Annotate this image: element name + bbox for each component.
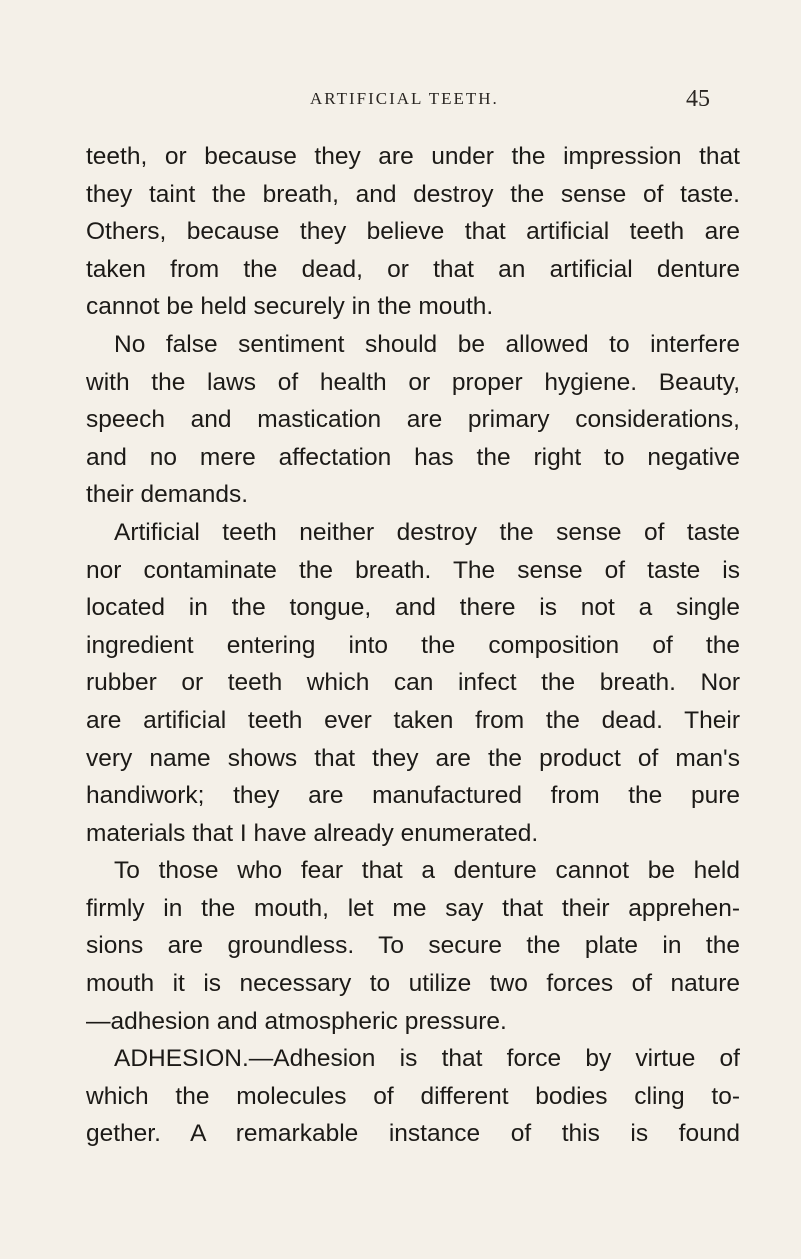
text-line: Artificial teeth neither destroy the sense of taste [114, 518, 740, 546]
text-line: are artificial teeth ever taken from the dead. Their [86, 706, 740, 734]
text-line: sions are groundless. To secure the plate in the [86, 932, 740, 960]
text-line: located in the tongue, and there is not a single [86, 594, 740, 622]
text-line: ingredient entering into the composition of the [86, 631, 740, 659]
text-line: speech and mastication are primary considerations, [86, 406, 740, 434]
text-line: and no mere affectation has the right to negative [86, 443, 740, 471]
text-line: with the laws of health or proper hygiene. Beauty, [86, 368, 740, 396]
text-line: materials that I have already enumerated. [86, 819, 539, 847]
body-text [86, 138, 740, 1153]
text-line: gether. A remarkable instance of this is found [86, 1120, 740, 1148]
running-head [0, 86, 801, 112]
text-line: To those who fear that a denture cannot be held [114, 857, 740, 885]
text-line: their demands. [86, 481, 249, 509]
text-line: which the molecules of different bodies cling to- [86, 1082, 740, 1110]
text-line: nor contaminate the breath. The sense of taste is [86, 556, 740, 584]
running-title: ARTIFICIAL TEETH. [310, 89, 499, 108]
text-line: rubber or teeth which can infect the breath. Nor [86, 669, 740, 697]
text-line: handiwork; they are manufactured from the pure [86, 782, 740, 810]
page-number: 45 [686, 86, 710, 112]
text-line: they taint the breath, and destroy the sense of taste. [86, 180, 740, 208]
text-line: —adhesion and atmospheric pressure. [86, 1007, 507, 1035]
text-line: cannot be held securely in the mouth. [86, 293, 494, 321]
text-line: taken from the dead, or that an artificial denture [86, 255, 740, 283]
text-line: No false sentiment should be allowed to interfere [114, 330, 740, 358]
text-line: Others, because they believe that artificial teeth are [86, 218, 740, 246]
text-line: teeth, or because they are under the impression that [86, 143, 740, 170]
text-line: firmly in the mouth, let me say that their apprehen- [86, 894, 740, 922]
text-line: mouth it is necessary to utilize two forces of nature [86, 970, 740, 998]
text-line: ADHESION.—Adhesion is that force by virtue of [114, 1045, 740, 1073]
text-line: very name shows that they are the product of man's [86, 744, 740, 772]
